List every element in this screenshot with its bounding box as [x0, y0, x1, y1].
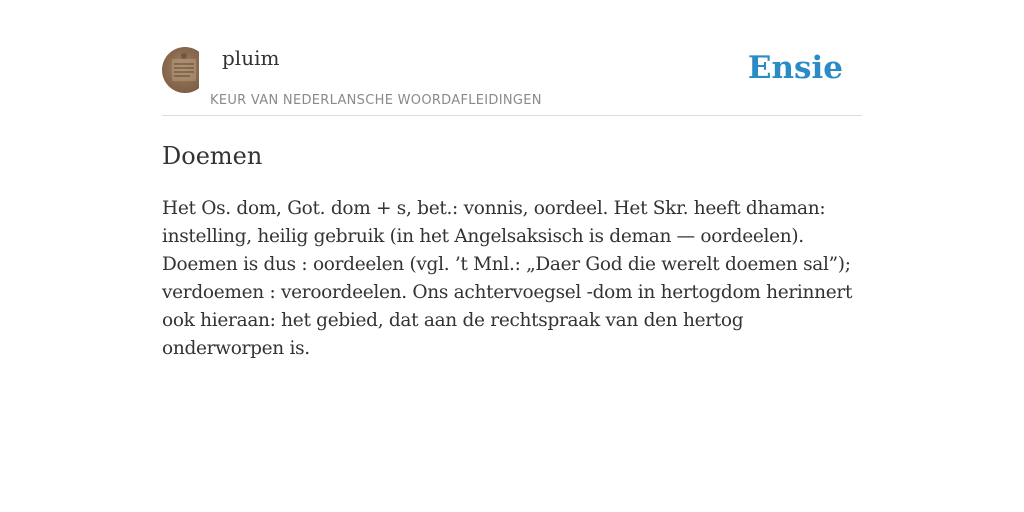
avatar[interactable]	[162, 47, 208, 93]
entry-card	[162, 40, 862, 363]
entry-title: Doemen	[162, 142, 263, 170]
manuscript-avatar-icon	[162, 47, 208, 93]
brand-logo[interactable]: Ensie	[747, 50, 843, 86]
source-title[interactable]: KEUR VAN NEDERLANSCHE WOORDAFLEIDINGEN	[210, 93, 542, 108]
entry-body: Het Os. dom, Got. dom + s, bet.: vonnis, oordeel. Het Skr. heeft dhaman: instelling, heilig gebruik (in het Angelsaksisch is deman — oordeelen). Doemen is dus : oordeelen (vgl. ’t Mnl.: „Daer God die werelt doemen sal”); verdoemen : veroordeelen. Ons achtervoegsel -dom in hertogdom herinnert ook hieraan: het gebied, dat aan de rechtspraak van den hertog onderworpen is.	[162, 198, 853, 359]
entry-header	[162, 40, 862, 116]
username[interactable]: pluim	[222, 46, 280, 70]
